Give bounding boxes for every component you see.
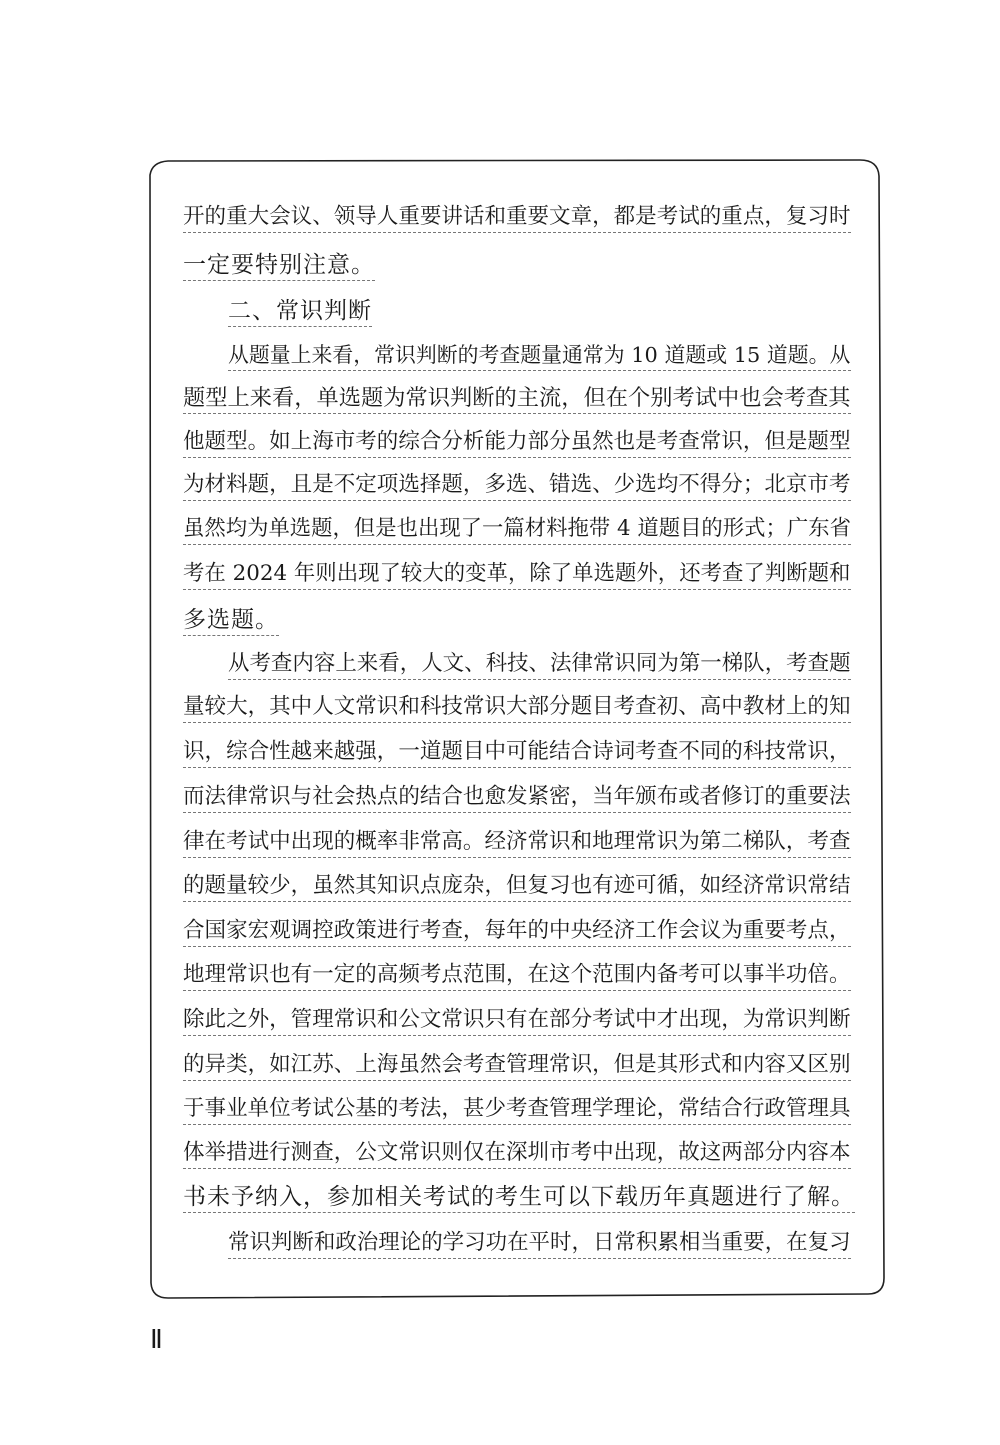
text-line: 一定要特别注意。	[183, 250, 375, 281]
text-line: 从考查内容上来看，人文、科技、法律常识同为第一梯队，考查题	[228, 649, 851, 680]
text-line: 的题量较少，虽然其知识点庞杂，但复习也有迹可循，如经济常识常结	[183, 871, 851, 902]
text-line: 他题型。如上海市考的综合分析能力部分虽然也是考查常识，但是题型	[183, 427, 851, 458]
text-line: 多选题。	[183, 605, 279, 636]
text-line: 开的重大会议、领导人重要讲话和重要文章，都是考试的重点，复习时	[183, 202, 851, 233]
text-line: 地理常识也有一定的高频考点范围，在这个范围内备考可以事半功倍。	[183, 960, 851, 991]
text-line: 律在考试中出现的概率非常高。经济常识和地理常识为第二梯队，考查	[183, 827, 851, 858]
text-line: 为材料题，且是不定项选择题，多选、错选、少选均不得分；北京市考	[183, 470, 851, 501]
text-line: 的异类，如江苏、上海虽然会考查管理常识，但是其形式和内容又区别	[183, 1050, 851, 1081]
text-line: 而法律常识与社会热点的结合也愈发紧密，当年颁布或者修订的重要法	[183, 782, 851, 813]
text-line: 常识判断和政治理论的学习功在平时，日常积累相当重要，在复习	[228, 1228, 851, 1259]
text-line: 合国家宏观调控政策进行考查，每年的中央经济工作会议为重要考点，	[183, 916, 851, 947]
text-line: 除此之外，管理常识和公文常识只有在部分考试中才出现，为常识判断	[183, 1005, 851, 1036]
text-line: 于事业单位考试公基的考法，甚少考查管理学理论，常结合行政管理具	[183, 1094, 851, 1125]
text-line: 书未予纳入，参加相关考试的考生可以下载历年真题进行了解。	[183, 1182, 855, 1213]
text-line: 虽然均为单选题，但是也出现了一篇材料拖带 4 道题目的形式；广东省	[183, 514, 851, 545]
page-number: Ⅱ	[150, 1325, 163, 1354]
text-line: 体举措进行测查，公文常识则仅在深圳市考中出现，故这两部分内容本	[183, 1138, 851, 1169]
text-line: 识，综合性越来越强，一道题目中可能结合诗词考查不同的科技常识，	[183, 737, 851, 768]
text-line: 量较大，其中人文常识和科技常识大部分题目考查初、高中教材上的知	[183, 692, 851, 723]
section-heading: 二、常识判断	[228, 296, 372, 327]
text-line: 考在 2024 年则出现了较大的变革，除了单选题外，还考查了判断题和	[183, 559, 851, 590]
text-line: 题型上来看，单选题为常识判断的主流，但在个别考试中也会考查其	[183, 383, 851, 414]
text-line: 从题量上来看，常识判断的考查题量通常为 10 道题或 15 道题。从	[228, 340, 851, 371]
